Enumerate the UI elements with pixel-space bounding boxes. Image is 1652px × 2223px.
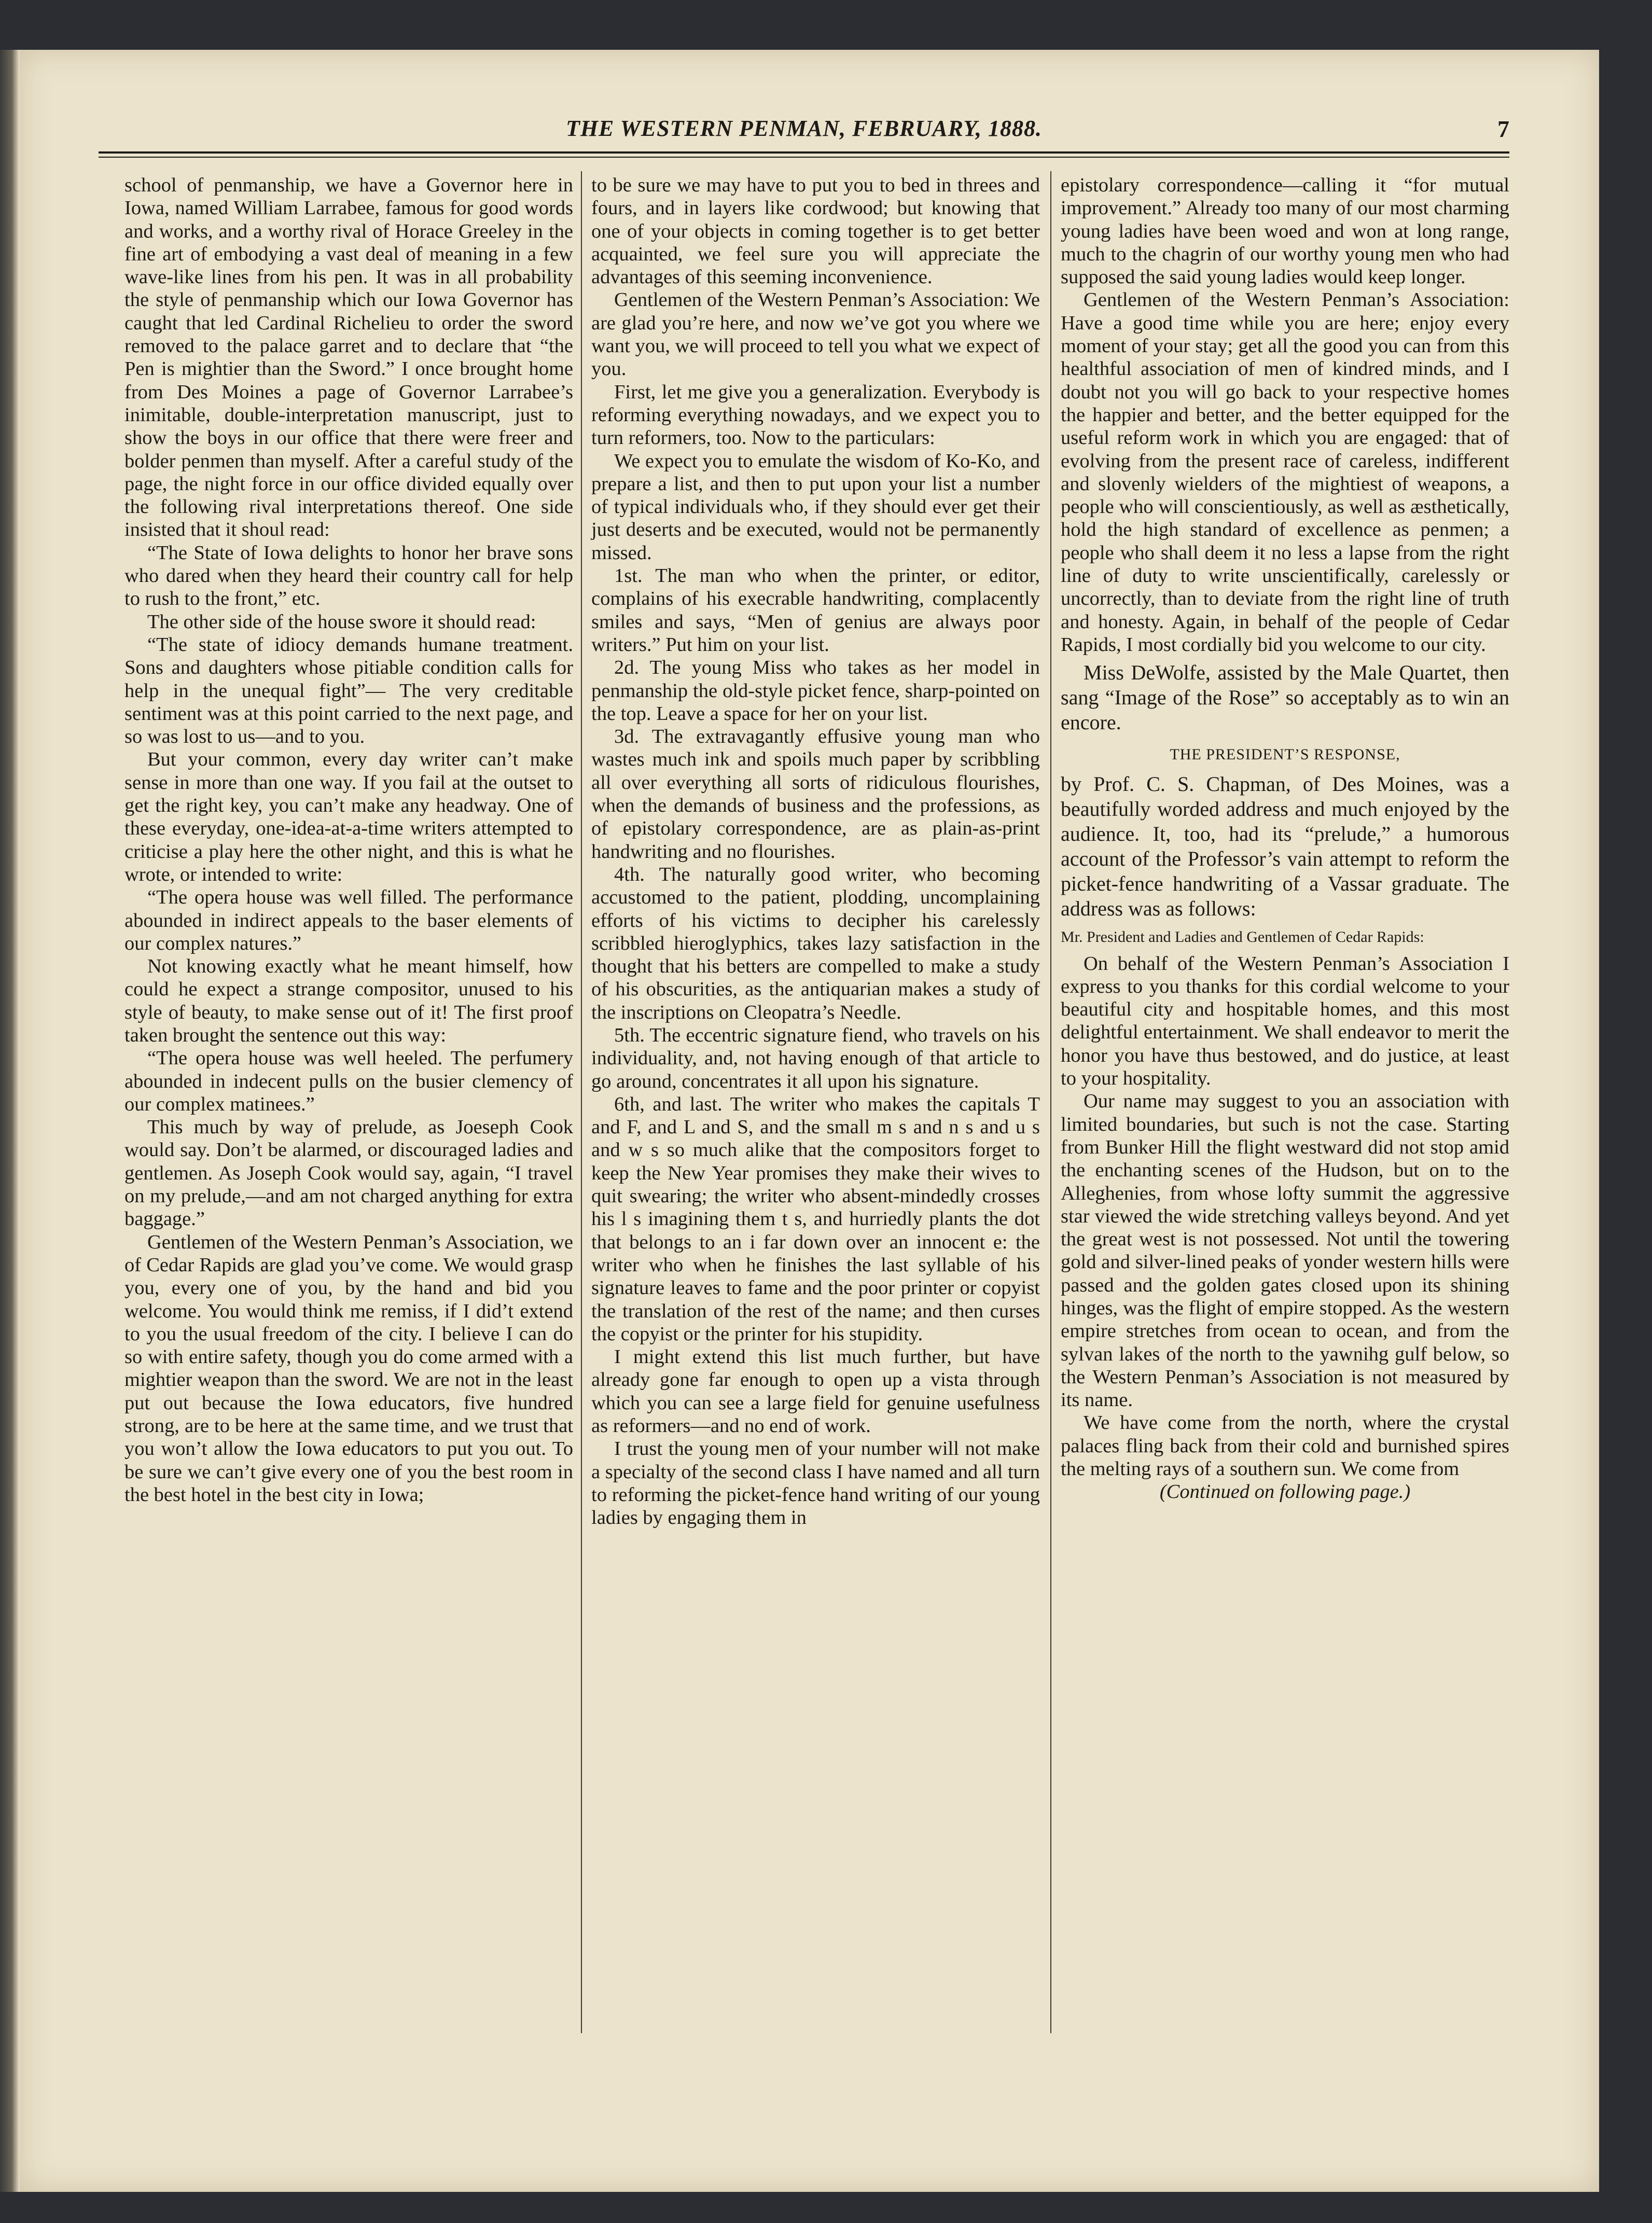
column-divider (1050, 171, 1051, 2033)
continued-note: (Continued on following page.) (1159, 1481, 1411, 1503)
paragraph: This much by way of prelude, as Joeseph Cook would say. Don’t be alarmed, or discouraged ladies and gentlemen. As Joseph Cook would say, again, “I travel on my prelude,—and am not charged anything for extra baggage.” (124, 1116, 573, 1230)
paragraph: 1st. The man who when the printer, or editor, complains of his execrable handwriting, complacently smiles and says, “Men of genius are always poor writers.” Put him on your list. (591, 565, 1040, 656)
paragraph: Gentlemen of the Western Penman’s Association: Have a good time while you are here; enjoy every moment of your stay; get all the good you can from this healthful association of men of kindred minds, and I doubt not you will go back to your respective homes the happier and better, and the better equipped for the useful reform work in which you are engaged: that of evolving from the present race of careless, indifferent and slovenly wielders of the mightiest of weapons, a people who will conscientiously, as well as æsthetically, hold the high standard of excellence as penmen; a people who shall deem it no less a lapse from the right line of duty to write unscientifically, carelessly or uncorrectly, than to deviate from the right line of truth and honesty. Again, in behalf of the people of Cedar Rapids, I most cordially bid you welcome to our city. (1061, 289, 1509, 656)
paragraph: We have come from the north, where the crystal palaces fling back from their cold and burnished spires the melting rays of a southern sun. We come from (1061, 1412, 1509, 1480)
paragraph: On behalf of the Western Penman’s Association I express to you thanks for this cordial welcome to your beautiful city and hospitable homes, and this most delightful entertainment. We shall endeavor to merit the honor you have thus bestowed, and do justice, at least to your hospitality. (1061, 952, 1509, 1090)
section-heading: THE PRESIDENT’S RESPONSE, (1170, 746, 1400, 763)
paragraph: 4th. The naturally good writer, who becoming accustomed to the patient, plodding, uncomplaining efforts of his victims to decipher his carelessly scribbled hieroglyphics, takes lazy satisfaction in the thought that his betters are compelled to make a study of his obscurities, as the antiquarian makes a study of the inscriptions on Cleopatra’s Needle. (591, 863, 1040, 1023)
paragraph: First, let me give you a generalization. Everybody is reforming everything nowadays, and we expect you to turn reformers, too. Now to the particulars: (591, 381, 1040, 449)
paragraph: Gentlemen of the Western Penman’s Association: We are glad you’re here, and now we’ve got you where we want you, we will proceed to tell you what we expect of you. (591, 289, 1040, 380)
paragraph: 3d. The extravagantly effusive young man who wastes much ink and spoils much paper by scribbling all over everything all sorts of ridiculous flourishes, when the demands of business and the professions, as of epistolary correspondence, are as plain-as-print handwriting and no flourishes. (591, 726, 1040, 863)
column-1 (124, 174, 573, 2051)
paragraph: “The state of idiocy demands humane treatment. Sons and daughters whose pitiable condition calls for help in the unequal fight”— The very creditable sentiment was at this point carried to the next page, and so was lost to us—and to you. (124, 633, 573, 748)
paragraph: I trust the young men of your number will not make a specialty of the second class I have named and all turn to reforming the picket-fence hand writing of our young ladies by engaging them in (591, 1438, 1040, 1529)
paragraph: Not knowing exactly what he meant himself, how could he expect a strange compositor, unused to his style of beauty, to make sense out of it! The first proof taken brought the sentence out this way: (124, 955, 573, 1046)
paragraph: “The opera house was well heeled. The perfumery abounded in indecent pulls on the busier clemency of our complex matinees.” (124, 1047, 573, 1115)
column-3 (1061, 174, 1509, 2051)
paragraph: 6th, and last. The writer who makes the capitals T and F, and L and S, and the small m s and n s and u s and w s so much alike that the compositors forget to keep the New Year promises they make their wives to quit swearing; the writer who absent-mindedly crosses his l s imagining them t s, and hurriedly plants the dot that belongs to an i far down over an innocent e: the writer who when he finishes the last syllable of his signature leaves to fame and the poor printer or copyist the translation of the rest of the name; and then curses the copyist or the printer for his stupidity. (591, 1093, 1040, 1345)
paragraph: epistolary correspondence—calling it “for mutual improvement.” Already too many of our most charming young ladies have been woed and won at long range, much to the chagrin of our worthy young men who had supposed the said young ladies would keep longer. (1061, 174, 1509, 288)
paragraph: But your common, every day writer can’t make sense in more than one way. If you fail at the outset to get the right key, you can’t make any headway. One of these everyday, one-idea-at-a-time writers attempted to criticise a play here the other night, and this is what he wrote, or intended to write: (124, 748, 573, 885)
book-binding (0, 50, 20, 2192)
paragraph: Gentlemen of the Western Penman’s Association, we of Cedar Rapids are glad you’ve come. We would grasp you, every one of you, by the hand and bid you welcome. You would think me remiss, if I did’t extend to you the usual freedom of the city. I believe I can do so with entire safety, though you do come armed with a mightier weapon than the sword. We are not in the least put out because the Iowa educators, five hundred strong, are to be here at the same time, and we trust that you won’t allow the Iowa educators to put you out. To be sure we can’t give every one of you the best room in the best hotel in the best city in Iowa; (124, 1231, 573, 1506)
paragraph: to be sure we may have to put you to bed in threes and fours, and in layers like cordwood; but knowing that one of your objects in coming together is to get better acquainted, we feel sure you will appreciate the advantages of this seeming inconvenience. (591, 174, 1040, 288)
header-rule-thin (99, 157, 1509, 158)
paragraph: Our name may suggest to you an association with limited boundaries, but such is not the case. Starting from Bunker Hill the flight westward did not stop amid the enchanting scenes of the Hudson, but on to the Alleghenies, from whose lofty summit the aggressive star viewed the wide stretching valleys beyond. And yet the great west is not possessed. Not until the towering gold and silver-lined peaks of yonder western hills were passed and the golden gates closed upon its shining hinges, was the flight of empire stopped. As the western empire stretches from ocean to ocean, and from the sylvan lakes of the north to the yawnihg gulf below, so the Western Penman’s Association is not measured by its name. (1061, 1090, 1509, 1411)
paragraph: “The opera house was well filled. The performance abounded in indirect appeals to the baser elements of our complex natures.” (124, 886, 573, 954)
paragraph: The other side of the house swore it should read: (147, 610, 536, 633)
paragraph: by Prof. C. S. Chapman, of Des Moines, was a beautifully worded address and much enjoyed by the audience. It, too, had its “prelude,” a humorous account of the Professor’s vain attempt to reform the picket-fence handwriting of a Vassar graduate. The address was as follows: (1061, 772, 1509, 920)
paragraph: school of penmanship, we have a Governor here in Iowa, named William Larrabee, famous for good words and works, and a worthy rival of Horace Greeley in the fine art of embodying a vast deal of meaning in a few wave-like lines from his pen. It was in all probability the style of penmanship which our Iowa Governor has caught that led Cardinal Richelieu to order the sword removed to the palace garret and to declare that “the Pen is mightier than the Sword.” I once brought home from Des Moines a page of Governor Larrabee’s inimitable, double-interpretation manuscript, just to show the boys in our office that there were freer and bolder penmen than myself. After a careful study of the page, the night force in our office divided equally over the following rival interpretations thereof. One side insisted that it shoul read: (124, 174, 573, 541)
page-number: 7 (1497, 116, 1509, 142)
paragraph: Miss DeWolfe, assisted by the Male Quartet, then sang “Image of the Rose” so acceptably as to win an encore. (1061, 661, 1509, 734)
column-divider (581, 171, 582, 2033)
header-rule (99, 151, 1509, 154)
column-2 (591, 174, 1040, 2051)
salutation: Mr. President and Ladies and Gentlemen of Cedar Rapids: (1061, 928, 1424, 946)
paragraph: We expect you to emulate the wisdom of Ko-Ko, and prepare a list, and then to put upon your list a number of typical individuals who, if they should ever get their just deserts and be executed, would not be permanently missed. (591, 450, 1040, 564)
paragraph: 2d. The young Miss who takes as her model in penmanship the old-style picket fence, sharp-pointed on the top. Leave a space for her on your list. (591, 657, 1040, 725)
page-title: THE WESTERN PENMAN, FEBRUARY, 1888. (565, 116, 1043, 141)
paragraph: I might extend this list much further, but have already gone far enough to open up a vista through which you can see a large field for genuine usefulness as reformers—and no end of work. (591, 1346, 1040, 1437)
paragraph: “The State of Iowa delights to honor her brave sons who dared when they heard their country call for help to rush to the front,” etc. (124, 541, 573, 610)
running-header (99, 115, 1509, 162)
paragraph: 5th. The eccentric signature fiend, who travels on his individuality, and, not having enough of that article to go around, concentrates it all upon his signature. (591, 1024, 1040, 1092)
